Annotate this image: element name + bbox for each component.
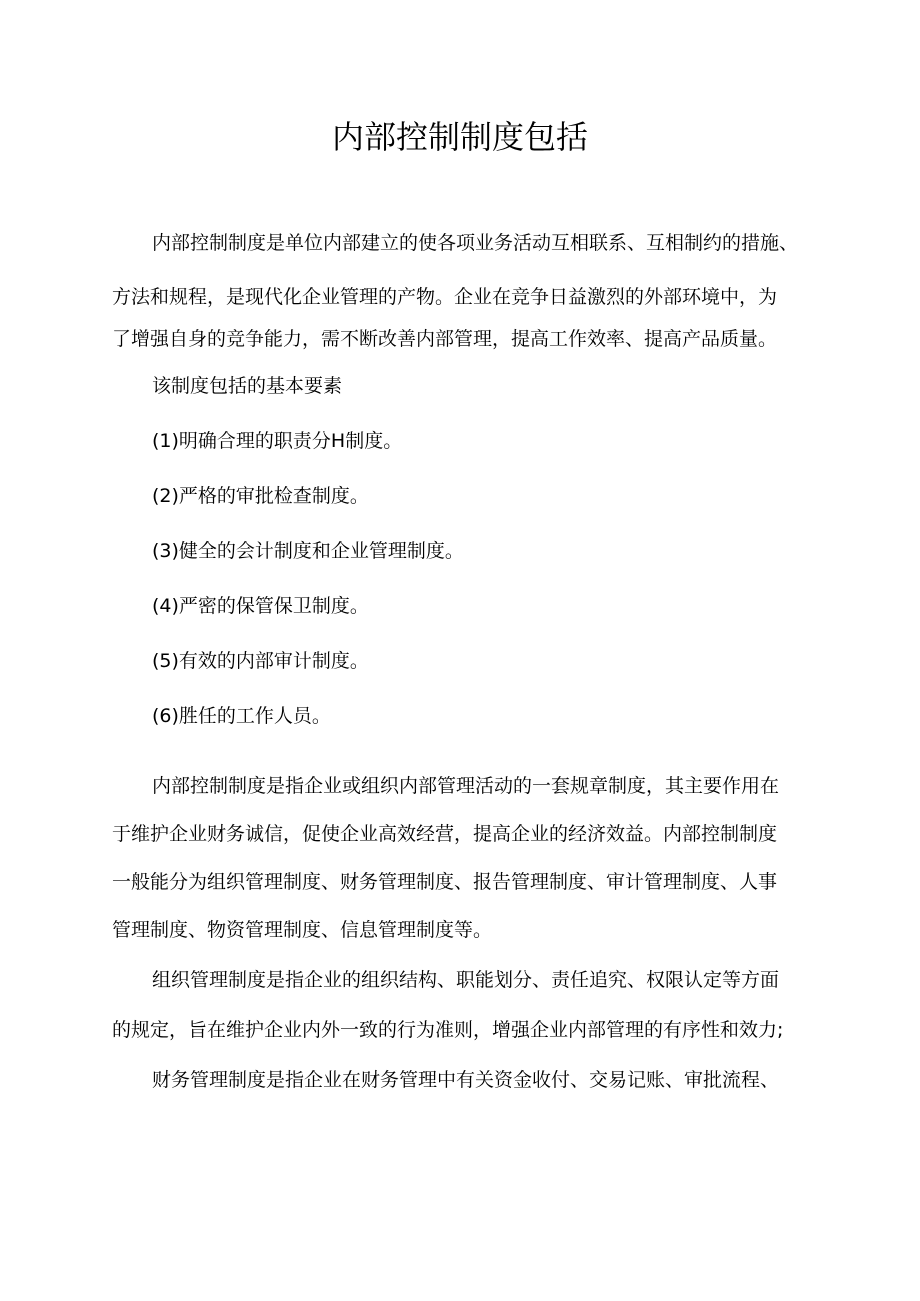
paragraph-line: 了增强自身的竞争能力，需不断改善内部管理，提高工作效率、提高产品质量。 (112, 328, 778, 350)
paragraph-line: 一般能分为组织管理制度、财务管理制度、报告管理制度、审计管理制度、人事 (112, 871, 778, 893)
list-item: (6)胜任的工作人员。 (152, 705, 331, 727)
paragraph-line: 财务管理制度是指企业在财务管理中有关资金收付、交易记账、审批流程、 (152, 1069, 780, 1091)
paragraph-line: 内部控制制度是单位内部建立的使各项业务活动互相联系、互相制约的措施、 (152, 232, 799, 254)
paragraph-line: 方法和规程，是现代化企业管理的产物。企业在竞争日益激烈的外部环境中，为 (112, 286, 778, 308)
paragraph-line: 内部控制制度是指企业或组织内部管理活动的一套规章制度，其主要作用在 (152, 775, 780, 797)
list-item: (1)明确合理的职责分H制度。 (152, 430, 403, 452)
section-heading: 该制度包括的基本要素 (152, 375, 343, 397)
paragraph-line: 管理制度、物资管理制度、信息管理制度等。 (112, 919, 493, 941)
paragraph-line: 的规定，旨在维护企业内外一致的行为准则，增强企业内部管理的有序性和效力; (112, 1019, 784, 1041)
document-title: 内部控制制度包括 (331, 118, 588, 156)
list-item: (3)健全的会计制度和企业管理制度。 (152, 540, 464, 562)
paragraph-line: 于维护企业财务诚信，促使企业高效经营，提高企业的经济效益。内部控制制度 (112, 823, 778, 845)
list-item: (2)严格的审批检查制度。 (152, 485, 369, 507)
paragraph-line: 组织管理制度是指企业的组织结构、职能划分、责任追究、权限认定等方面 (152, 969, 780, 991)
list-item: (5)有效的内部审计制度。 (152, 650, 369, 672)
list-item: (4)严密的保管保卫制度。 (152, 595, 369, 617)
